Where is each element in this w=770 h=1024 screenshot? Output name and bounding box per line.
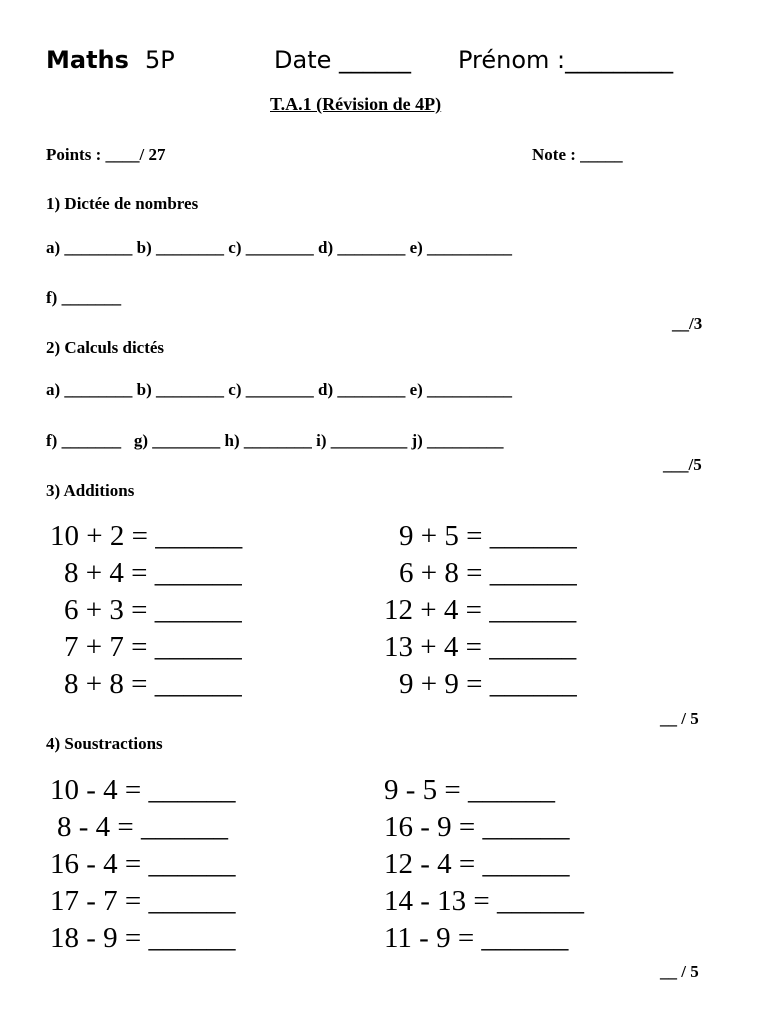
section1-line1: a) ________ b) ________ c) ________ d) ________ e) __________	[46, 238, 513, 257]
section1-heading: 1) Dictée de nombres	[46, 194, 199, 213]
name-field: Prénom :_________	[458, 46, 674, 74]
section3-heading: 3) Additions	[46, 481, 135, 500]
addition-item: 9 + 9 = ______	[399, 668, 577, 700]
section4-score: __ / 5	[660, 962, 699, 981]
section2-line2: f) _______ g) ________ h) ________ i) _________ j) _________	[46, 431, 504, 450]
section3-score: __ / 5	[660, 709, 699, 728]
subtraction-item: 11 - 9 = ______	[384, 922, 569, 954]
subtraction-item: 18 - 9 = ______	[50, 922, 236, 954]
subtraction-item: 17 - 7 = ______	[50, 885, 236, 917]
addition-item: 9 + 5 = ______	[399, 520, 577, 552]
subtraction-item: 8 - 4 = ______	[57, 811, 229, 843]
section4-heading: 4) Soustractions	[46, 734, 163, 753]
date-field: Date ______	[274, 46, 411, 74]
addition-item: 7 + 7 = ______	[64, 631, 242, 663]
addition-item: 6 + 8 = ______	[399, 557, 577, 589]
addition-item: 12 + 4 = ______	[384, 594, 577, 626]
section2-heading: 2) Calculs dictés	[46, 338, 165, 357]
addition-item: 6 + 3 = ______	[64, 594, 242, 626]
grade-label: 5P	[145, 46, 175, 74]
section1-score: __/3	[672, 314, 703, 333]
subtraction-item: 10 - 4 = ______	[50, 774, 236, 806]
section2-line1: a) ________ b) ________ c) ________ d) ________ e) __________	[46, 380, 513, 399]
points-label: Points : ____/ 27	[46, 145, 166, 164]
worksheet-title: T.A.1 (Révision de 4P)	[270, 94, 442, 114]
subtraction-item: 14 - 13 = ______	[384, 885, 585, 917]
note-label: Note : _____	[532, 145, 623, 164]
addition-item: 8 + 4 = ______	[64, 557, 242, 589]
subject-label: Maths	[46, 46, 129, 74]
addition-item: 13 + 4 = ______	[384, 631, 577, 663]
subtraction-item: 16 - 4 = ______	[50, 848, 236, 880]
subtraction-item: 9 - 5 = ______	[384, 774, 556, 806]
addition-item: 8 + 8 = ______	[64, 668, 242, 700]
addition-item: 10 + 2 = ______	[50, 520, 243, 552]
section1-line2: f) _______	[46, 288, 122, 307]
section2-score: ___/5	[663, 455, 702, 474]
subtraction-item: 12 - 4 = ______	[384, 848, 570, 880]
subtraction-item: 16 - 9 = ______	[384, 811, 570, 843]
